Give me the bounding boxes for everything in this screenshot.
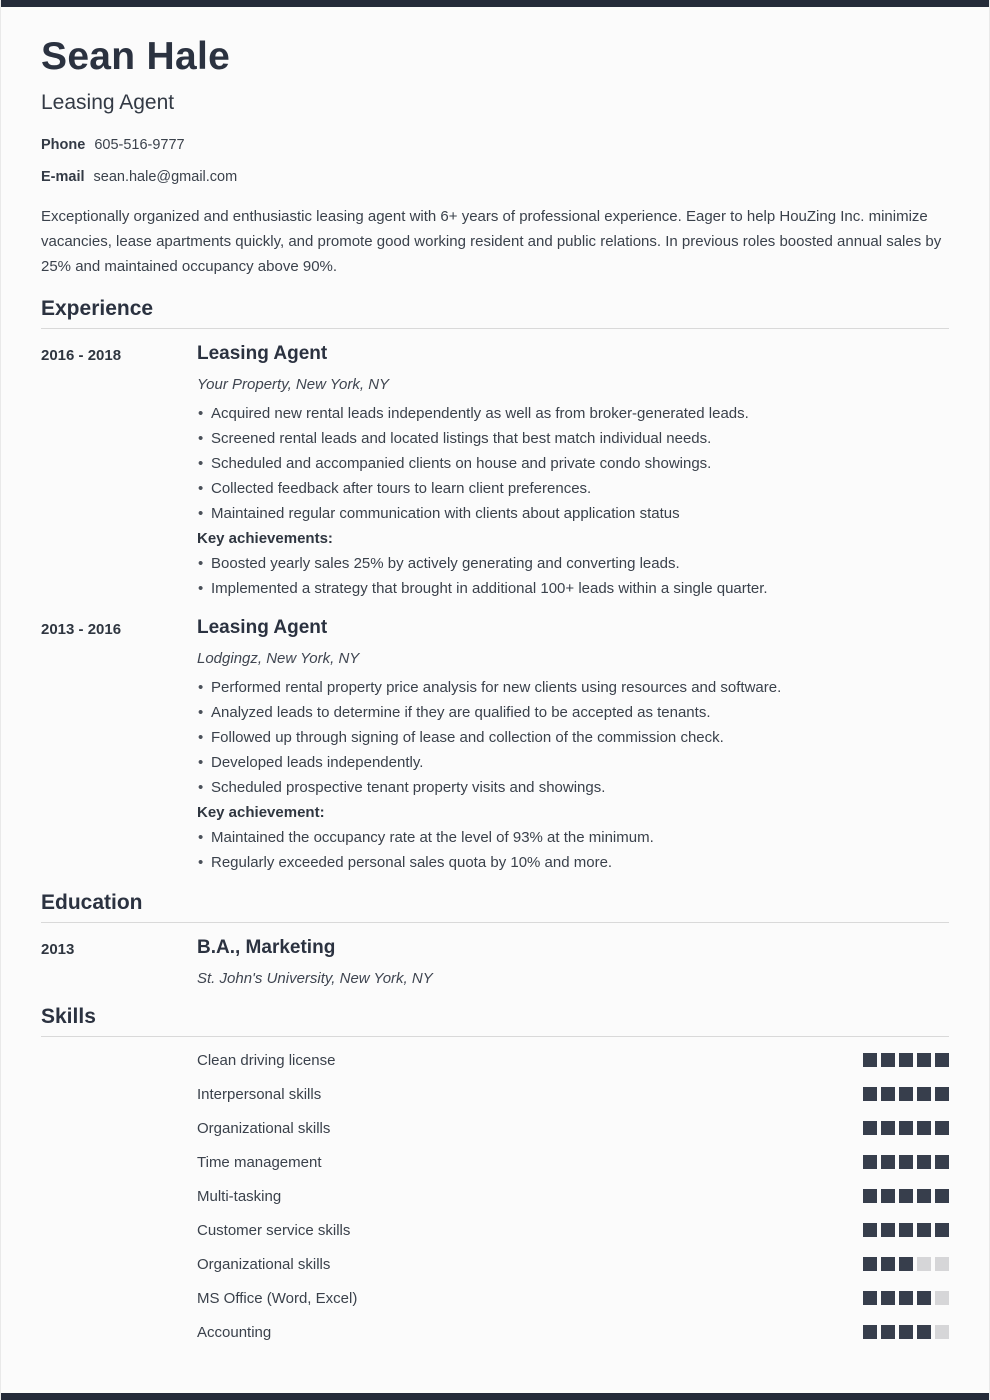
skill-square-filled [899,1121,913,1135]
experience-entry [41,343,949,601]
key-achievement-list [197,551,949,601]
skill-square-empty [935,1291,949,1305]
skill-rating [863,1155,949,1169]
key-achievements-label: Key achievements: [197,530,333,547]
bullet-item: • Screened rental leads and located listings that best match individual needs. [197,426,949,451]
skill-square-filled [881,1053,895,1067]
bullet-item: • Performed rental property price analysis for new clients using resources and software. [197,675,949,700]
skill-label: MS Office (Word, Excel) [197,1289,358,1307]
skill-square-filled [863,1291,877,1305]
skill-square-filled [881,1121,895,1135]
phone-label: Phone [41,137,86,153]
skill-row [41,1145,949,1179]
skill-square-filled [899,1257,913,1271]
skill-square-filled [935,1053,949,1067]
education-heading: Education [41,891,949,923]
skill-row [41,1247,949,1281]
skill-square-filled [917,1155,931,1169]
resume-header [41,34,949,279]
skill-label: Customer service skills [197,1221,351,1239]
skill-square-filled [917,1053,931,1067]
skill-square-filled [899,1223,913,1237]
skill-label: Organizational skills [197,1119,331,1137]
skill-row [41,1111,949,1145]
experience-heading: Experience [41,297,949,329]
skill-square-filled [899,1189,913,1203]
skills-heading: Skills [41,1005,949,1037]
person-job-title: Leasing Agent [41,91,175,114]
bullet-item: • Acquired new rental leads independently as well as from broker-generated leads. [197,401,949,426]
skill-square-filled [899,1155,913,1169]
skill-square-filled [935,1223,949,1237]
skill-square-filled [899,1291,913,1305]
skill-square-empty [917,1257,931,1271]
skill-square-filled [917,1087,931,1101]
bottom-accent-bar [1,1393,989,1400]
entry-bullet-list [197,401,949,526]
skill-square-filled [917,1189,931,1203]
skill-square-filled [917,1325,931,1339]
bullet-item: • Scheduled prospective tenant property visits and showings. [197,775,949,800]
skill-square-filled [863,1325,877,1339]
skill-square-filled [881,1325,895,1339]
skill-label: Multi-tasking [197,1187,282,1205]
key-achievement-list [197,825,949,875]
skill-square-filled [863,1257,877,1271]
entry-body [197,617,949,875]
skill-square-filled [935,1189,949,1203]
skill-square-filled [935,1087,949,1101]
entry-company: Your Property, New York, NY [197,376,390,393]
skill-square-filled [863,1121,877,1135]
skill-rating [863,1121,949,1135]
skill-label: Accounting [197,1323,272,1341]
bullet-item: • Implemented a strategy that brought in additional 100+ leads within a single quarter. [197,576,949,601]
entry-body [197,937,949,989]
skill-row [41,1179,949,1213]
bullet-item: • Maintained regular communication with clients about application status [197,501,949,526]
contact-block [41,137,949,186]
bullet-item: • Maintained the occupancy rate at the level of 93% at the minimum. [197,825,949,850]
person-name: Sean Hale [41,35,231,78]
education-entry [41,937,949,989]
skill-square-filled [917,1223,931,1237]
entry-dates: 2016 - 2018 [41,347,122,364]
skill-square-empty [935,1257,949,1271]
entry-job-title: Leasing Agent [197,617,328,638]
skill-square-filled [899,1325,913,1339]
skill-rating [863,1291,949,1305]
bullet-item: • Developed leads independently. [197,750,949,775]
skills-list [41,1043,949,1349]
skill-row [41,1043,949,1077]
skill-square-filled [935,1155,949,1169]
skill-square-filled [917,1121,931,1135]
skill-square-filled [863,1155,877,1169]
contact-row-email [41,169,949,186]
top-accent-bar [1,0,989,7]
skill-square-filled [899,1053,913,1067]
skill-square-filled [863,1087,877,1101]
bullet-item: • Regularly exceeded personal sales quota by 10% and more. [197,850,949,875]
bullet-item: • Collected feedback after tours to learn client preferences. [197,476,949,501]
bullet-item: • Followed up through signing of lease and collection of the commission check. [197,725,949,750]
skill-row [41,1213,949,1247]
school-name: St. John's University, New York, NY [197,970,433,987]
skill-rating [863,1223,949,1237]
entry-job-title: Leasing Agent [197,343,328,364]
skill-square-empty [935,1325,949,1339]
skill-rating [863,1189,949,1203]
skill-row [41,1077,949,1111]
degree-title: B.A., Marketing [197,937,336,958]
skill-square-filled [863,1189,877,1203]
skill-label: Clean driving license [197,1051,336,1069]
bullet-item: • Boosted yearly sales 25% by actively generating and converting leads. [197,551,949,576]
skill-square-filled [881,1189,895,1203]
bullet-item: • Scheduled and accompanied clients on house and private condo showings. [197,451,949,476]
skill-square-filled [881,1087,895,1101]
profile-summary: Exceptionally organized and enthusiastic leasing agent with 6+ years of professional experience. Eager to help HouZing Inc. minimize vacancies, lease apartments quickly, and promote good working resident and public relations. In previous roles boosted annual sales by 25% and maintained occupancy above 90%. [41,208,942,275]
experience-entry [41,617,949,875]
phone-value: 605-516-9777 [94,137,185,153]
skill-row [41,1281,949,1315]
skill-square-filled [881,1291,895,1305]
skill-rating [863,1325,949,1339]
skill-rating [863,1087,949,1101]
skill-square-filled [935,1121,949,1135]
key-achievements-label: Key achievement: [197,804,325,821]
skill-square-filled [881,1155,895,1169]
skill-square-filled [917,1291,931,1305]
contact-row-phone [41,137,949,154]
skill-row [41,1315,949,1349]
entry-bullet-list [197,675,949,800]
skill-square-filled [881,1257,895,1271]
entry-body [197,343,949,601]
entry-dates: 2013 - 2016 [41,621,122,638]
skill-square-filled [899,1087,913,1101]
email-value: sean.hale@gmail.com [93,169,238,185]
email-label: E-mail [41,169,85,185]
skill-square-filled [881,1223,895,1237]
skill-rating [863,1257,949,1271]
skill-label: Organizational skills [197,1255,331,1273]
bullet-item: • Analyzed leads to determine if they are qualified to be accepted as tenants. [197,700,949,725]
entry-company: Lodgingz, New York, NY [197,650,360,667]
skill-square-filled [863,1053,877,1067]
skill-label: Time management [197,1153,322,1171]
skill-square-filled [863,1223,877,1237]
resume-content [1,0,989,1349]
entry-dates: 2013 [41,941,75,958]
skill-label: Interpersonal skills [197,1085,322,1103]
skill-rating [863,1053,949,1067]
